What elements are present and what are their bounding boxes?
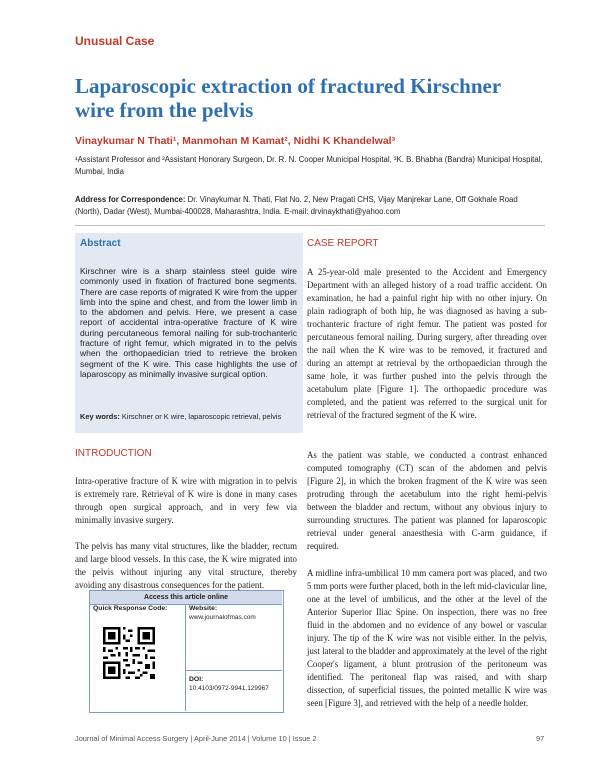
website-link[interactable]: www.journalofmas.com: [189, 614, 256, 621]
case-report-paragraph-2: As the patient was stable, we conducted a contrast enhanced computed tomography (CT) scan of the abdomen and pelvis [Figure 2], in which the broken fragment of the K wire was seen protruding through the acetabulum into the right hemi-pelvis between the bladder and rectum, without any obvious injury to surrounding structures. The patient was planned for laparoscopic retrieval under general anaesthesia with C-arm guidance, if required.: [307, 450, 547, 551]
introduction-heading: INTRODUCTION: [75, 448, 152, 459]
access-box-row-divider: [185, 670, 282, 671]
keywords: [80, 412, 297, 421]
case-report-paragraph-3: A midline infra-umbilical 10 mm camera port was placed, and two 5 mm ports were further placed, both in the left mid-clavicular line, one at the level of umbilicus, and the other at the level of the Anterior Superior Iliac Spine. On inspection, there was no free fluid in the abdomen and no evidence of any bowel or vascular injury. The tip of the K wire was not visible either. In the pelvis, just lateral to the bladder and approximately at the level of the right Cooper's ligament, a blunt protrusion of the peritoneum was identified. The peritoneal flap was raised, and with sharp dissection, of superficial tissues, the pointed metallic K wire was seen [Figure 3], and retrieved with the help of a needle holder.: [307, 568, 547, 708]
correspondence-text: Dr. Vinaykumar N. Thati, Flat No. 2, New Pragati CHS, Vijay Manjrekar Lane, Off Gokhale Road (North), Dadar (West), Mumbai-400028, Maharashtra, India. E-mail: drvinaykthati@yahoo.com: [75, 195, 518, 216]
doi-label: DOI:: [189, 676, 204, 683]
affiliations: ¹Assistant Professor and ²Assistant Honorary Surgeon, Dr. R. N. Cooper Municipal Hospital, ³K. B. Bhabha (Bandra) Municipal Hospital, Mumbai, India: [75, 155, 543, 176]
access-box-header: Access this article online: [90, 591, 282, 604]
case-report-paragraph-1: A 25-year-old male presented to the Accident and Emergency Department with an alleged history of a road traffic accident. On examination, he had a painful right hip with no other injury. On plain radiograph of both hip, he was diagnosed as having a sub-trochanteric fracture of right femur. The patient was posted for percutaneous femoral nailing. During surgery, after threading over the nail when the K wire was to be removed, it fractured and during an attempt at retrieval by the orthopaedician through the same hole, it was further pushed into the pelvis through the acetabulum plate [Figure 1]. The orthopaedic procedure was completed, and the patient was referred to the surgical unit for retrieval of the fractured segment of the K wire.: [307, 267, 547, 420]
header-divider: [75, 225, 545, 226]
correspondence-label: Address for Correspondence:: [75, 195, 186, 204]
journal-footer: Journal of Minimal Access Surgery | April-June 2014 | Volume 10 | Issue 2: [75, 734, 317, 743]
article-title: Laparoscopic extraction of fractured Kirschner wire from the pelvis: [75, 74, 501, 122]
access-box-column-divider: [185, 604, 186, 711]
qr-label: Quick Response Code:: [93, 605, 168, 612]
introduction-paragraph-2: The pelvis has many vital structures, like the bladder, rectum and large blood vessels. In this case, the K wire migrated into the pelvis without injuring any vital structure, thereby avoiding any disastrous consequences for the patient.: [75, 541, 297, 590]
case-report-heading: CASE REPORT: [307, 238, 379, 249]
keywords-text: Kirschner or K wire, laparoscopic retrieval, pelvis: [119, 412, 282, 421]
correspondence-address: [75, 194, 545, 218]
abstract-text: Kirschner wire is a sharp stainless steel guide wire commonly used in fixation of fractured bone segments. There are case reports of migrated K wire from the upper limb into the spine and chest, and from the lower limb in to the abdomen and pelvis. Here, we present a case report of accidental intra-operative fracture of K wire during percutaneous femoral nailing for sub-trochanteric fracture of right femur, which migrated in to the pelvis when the orthopaedician tried to retrieve the broken segment of the K wire. This case highlights the use of laparoscopy as minimally invasive surgical option.: [80, 266, 297, 379]
abstract-heading: Abstract: [80, 238, 121, 249]
author-list: Vinaykumar N Thati¹, Manmohan M Kamat², Nidhi K Khandelwal³: [75, 135, 396, 147]
doi-value[interactable]: 10.4103/0972-9941.129967: [189, 685, 269, 692]
article-category: Unusual Case: [75, 34, 155, 48]
page-number: 97: [536, 734, 545, 743]
qr-code-icon: [103, 627, 155, 679]
introduction-paragraph-1: Intra-operative fracture of K wire with migration in to pelvis is extremely rare. Retrieval of K wire is done in many cases through open surgical approach, and in very few via minimally invasive surgery.: [75, 476, 297, 525]
keywords-label: Key words:: [80, 412, 120, 421]
website-label: Website:: [189, 605, 218, 612]
